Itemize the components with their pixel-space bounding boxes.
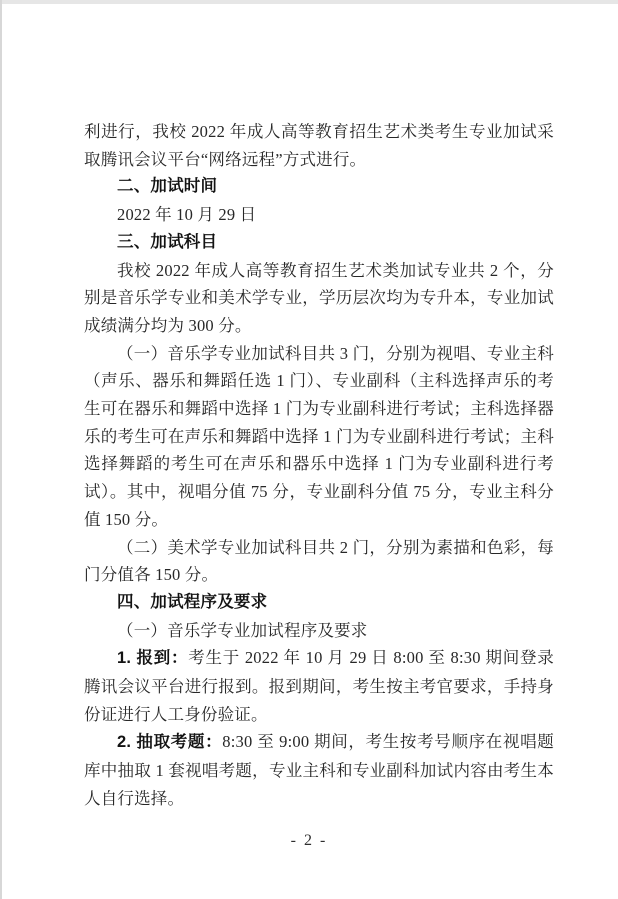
paragraph-music-subjects: （一）音乐学专业加试科目共 3 门，分别为视唱、专业主科（声乐、器乐和舞蹈任选 1 门）、专业副科（主科选择声乐的考生可在器乐和舞蹈中选择 1 门为专业副科进行考试；主科选择器乐的考生可在声乐和舞蹈中选择 1 门为专业副科进行考试；主科选择舞蹈的考生可在声乐和器乐中选择 1 门为专业副科进行考试）。其中，视唱分值 75 分，专业副科分值 75 分，专业主科分值 150 分。	[84, 343, 554, 529]
paragraph-draw-questions-lead: 2. 抽取考题：	[117, 733, 223, 752]
scan-edge-left	[0, 0, 2, 899]
document-body	[84, 118, 554, 813]
subsection-heading-music-procedure: （一）音乐学专业加试程序及要求	[117, 620, 368, 640]
paragraph-subjects-overview: 我校 2022 年成人高等教育招生艺术类加试专业共 2 个，分别是音乐学专业和美术学专业，学历层次均为专升本，专业加试成绩满分均为 300 分。	[84, 260, 554, 335]
paragraph-draw-questions	[84, 728, 554, 812]
scan-edge-top	[0, 0, 618, 4]
section-heading-3: 三、加试科目	[117, 232, 218, 251]
paragraph-draw-questions-text: 8:30 至 9:00 期间，考生按考号顺序在视唱题库中抽取 1 套视唱考题，专业主科和专业副科加试内容由考生本人自行选择。	[84, 732, 554, 808]
paragraph-checkin	[84, 644, 554, 728]
paragraph-art-subjects: （二）美术学专业加试科目共 2 门，分别为素描和色彩，每门分值各 150 分。	[84, 537, 554, 585]
paragraph-continued: 利进行，我校 2022 年成人高等教育招生艺术类考生专业加试采取腾讯会议平台“网络远程”方式进行。	[84, 122, 554, 169]
section-heading-4: 四、加试程序及要求	[117, 592, 268, 611]
section-heading-2: 二、加试时间	[117, 177, 218, 196]
paragraph-checkin-text: 考生于 2022 年 10 月 29 日 8:00 至 8:30 期间登录腾讯会议平台进行报到。报到期间，考生按主考官要求，手持身份证进行人工身份验证。	[84, 648, 554, 724]
paragraph-checkin-lead: 1. 报到：	[117, 649, 189, 668]
exam-date-line: 2022 年 10 月 29 日	[117, 205, 257, 225]
page-number: - 2 -	[290, 832, 328, 849]
